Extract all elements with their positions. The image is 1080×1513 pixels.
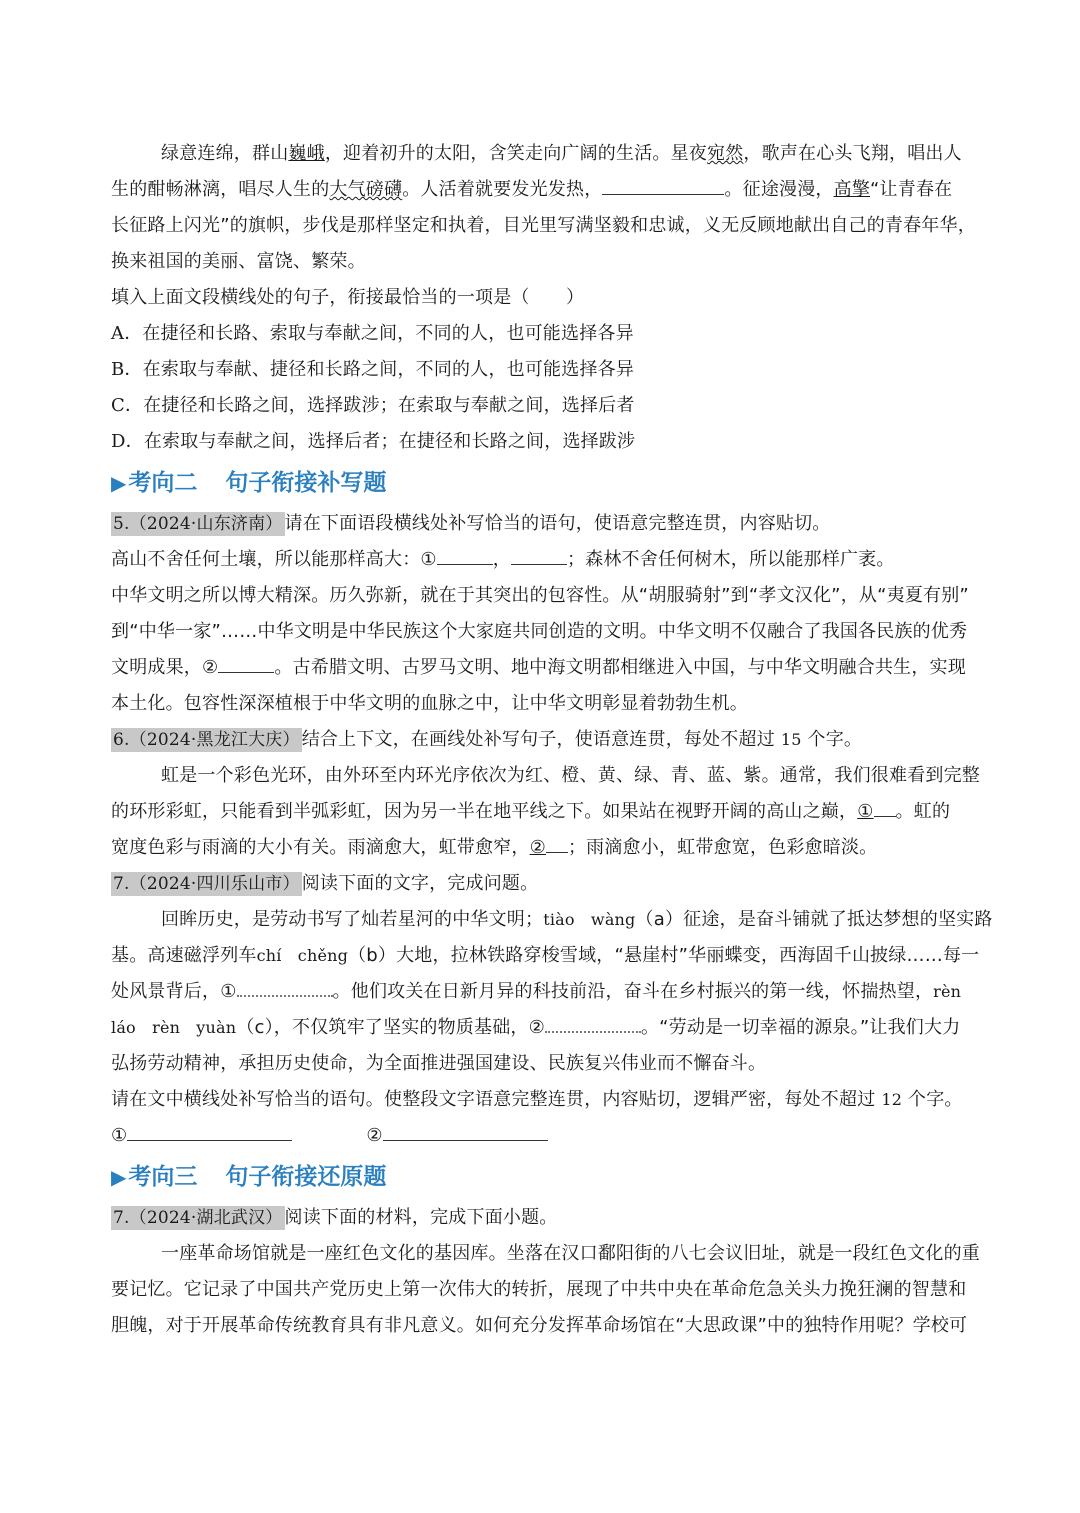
section-heading-3 [111, 1155, 971, 1199]
passage1-line3: 长征路上闪光”的旗帜，步伐是那样坚定和执着，目光里写满坚毅和忠诚，义无反顾地献出自己的青春年华， [111, 215, 976, 236]
source-tag [111, 1206, 285, 1230]
text: 宽度色彩与雨滴的大小有关。雨滴愈大，虹带愈窄， [111, 837, 530, 858]
q5-line5: 本土化。包容性深深植根于中华文明的血脉之中，让中华文明彰显着勃勃生机。 [111, 693, 748, 714]
text: 个字。 [902, 1089, 963, 1110]
triangle-arrow-icon: ▶ [111, 471, 127, 495]
question-prompt: 请在下面语段横线处补写恰当的语句，使语意完整连贯，内容贴切。 [284, 513, 831, 534]
text: ，迎着初升的太阳，含笑走向广阔的生活。星夜 [324, 143, 708, 164]
text: ，歌声在心头飞翔，唱出人 [743, 143, 962, 164]
underlined-word: 巍峨 [288, 143, 325, 164]
blank-marker[interactable]: ① [857, 801, 874, 822]
text: 基。高速磁浮列车 [111, 945, 257, 966]
passage1-line2 [111, 172, 971, 208]
q7b-line1: 一座革命场馆就是一座红色文化的基因库。坐落在汉口鄱阳街的八七会议旧址，就是一段红色文化的重 [161, 1243, 980, 1264]
text: 。古希腊文明、古罗马文明、地中海文明都相继进入中国，与中华文明融合共生，实现 [274, 657, 966, 678]
q7b-header [111, 1200, 971, 1236]
fill-blank[interactable] [218, 658, 274, 673]
section-number: 考向二 [128, 470, 198, 496]
question-prompt: 阅读下面的材料，完成下面小题。 [284, 1207, 558, 1228]
answer-marker: ② [366, 1125, 383, 1146]
option-text: 在捷径和长路之间，选择跋涉；在索取与奉献之间，选择后者 [143, 395, 635, 416]
source-tag [111, 728, 302, 752]
answer-marker: ① [111, 1125, 128, 1146]
pinyin: láo rèn yuàn [111, 1018, 237, 1037]
blank-marker[interactable]: ② [529, 837, 546, 858]
tag-number: 6.（2024· [113, 730, 197, 750]
passage1-line1 [111, 136, 971, 172]
char-limit: 12 [881, 1090, 903, 1109]
wavy-underlined-word: 大气磅礴 [329, 179, 403, 200]
answer-blank-2[interactable] [383, 1126, 548, 1141]
text: 文明成果，② [111, 657, 219, 678]
text: 。虹的 [895, 801, 951, 822]
option-letter: B． [111, 359, 143, 380]
q6-line2 [111, 794, 971, 830]
text: 个字。 [801, 729, 863, 750]
q5-line1 [111, 542, 971, 578]
q5-line3: 到“中华一家”……中华文明是中华民族这个大家庭共同创造的文明。中华文明不仅融合了我国各民族的优秀 [111, 621, 968, 642]
triangle-arrow-icon: ▶ [111, 1165, 127, 1189]
pinyin: chí chěng [256, 946, 349, 965]
option-letter: A． [111, 323, 143, 344]
question-stem: 填入上面文段横线处的句子，衔接最恰当的一项是（ ） [111, 287, 585, 308]
text: 。“劳动是一切幸福的源泉。”让我们大力 [640, 1017, 961, 1038]
passage1-line4: 换来祖国的美丽、富饶、繁荣。 [111, 251, 366, 272]
underlined-word: 高擎 [833, 179, 871, 200]
pinyin: rèn [933, 982, 962, 1001]
text: ；雨滴愈小，虹带愈宽，色彩愈暗淡。 [567, 837, 878, 858]
tag-place: 四川乐山市） [196, 874, 300, 894]
option-letter: C． [111, 395, 144, 416]
wavy-underlined-word: 宛然 [707, 143, 744, 164]
q6-line1: 虹是一个彩色光环，由外环至内环光序依次为红、橙、黄、绿、青、蓝、紫。通常，我们很难看到完整 [161, 765, 980, 786]
fill-blank[interactable] [874, 802, 896, 817]
text: 。征途漫漫， [724, 179, 834, 200]
text: “让青春在 [870, 179, 953, 200]
fill-blank[interactable] [546, 838, 568, 853]
source-tag [111, 512, 285, 536]
text: 回眸历史，是劳动书写了灿若星河的中华文明； [161, 909, 544, 930]
text: 绿意连绵，群山 [161, 143, 289, 164]
tag-place: 黑龙江大庆） [196, 730, 300, 750]
q7a-line1 [111, 902, 993, 938]
q7a-header [111, 866, 971, 902]
section-title: 句子衔接还原题 [225, 1164, 387, 1190]
q7b-line3: 胆魄，对于开展革命传统教育具有非凡意义。如何充分发挥革命场馆在“大思政课”中的独特作用呢？学校可 [111, 1315, 968, 1336]
text: ， [492, 549, 511, 570]
option-d[interactable] [111, 424, 971, 460]
q6-line3 [111, 830, 971, 866]
q7a-answer-lines [111, 1118, 971, 1154]
question-prompt: 结合上下文，在画线处补写句子，使语意连贯，每处不超过 [301, 729, 781, 750]
q7a-line3 [111, 974, 971, 1010]
option-letter: D． [111, 431, 144, 452]
text: 。他们攻关在日新月异的科技前沿，奋斗在乡村振兴的第一线，怀揣热望， [332, 981, 934, 1002]
text: （c），不仅筑牢了坚实的物质基础，② [236, 1017, 545, 1038]
q5-line4 [111, 650, 971, 686]
text: 。人活着就要发光发热， [402, 179, 603, 200]
answer-blank-1[interactable] [127, 1126, 292, 1141]
tag-place: 山东济南） [196, 514, 283, 534]
fill-blank[interactable] [437, 550, 493, 565]
option-text: 在捷径和长路、索取与奉献之间，不同的人，也可能选择各异 [142, 323, 634, 344]
option-b[interactable] [111, 352, 971, 388]
q5-line2: 中华文明之所以博大精深。历久弥新，就在于其突出的包容性。从“胡服骑射”到“孝文汉化”，从“夷夏有别” [111, 585, 969, 606]
q7b-line2: 要记忆。它记录了中国共产党历史上第一次伟大的转折，展现了中共中央在革命危急关头力挽狂澜的智慧和 [111, 1279, 967, 1300]
text: 请在文中横线处补写恰当的语句。使整段文字语意完整连贯，内容贴切，逻辑严密，每处不超过 [111, 1089, 882, 1110]
text: 生的酣畅淋漓，唱尽人生的 [111, 179, 330, 200]
document-page [111, 136, 993, 1344]
option-text: 在索取与奉献之间，选择后者；在捷径和长路之间，选择跋涉 [143, 431, 636, 452]
tag-number: 7.（2024· [113, 874, 197, 894]
fill-blank[interactable] [511, 550, 567, 565]
section-heading-2 [111, 461, 971, 505]
q7a-line2 [111, 938, 980, 974]
source-tag [111, 872, 302, 896]
option-a[interactable] [111, 316, 971, 352]
q6-header [111, 722, 971, 758]
section-number: 考向三 [128, 1164, 198, 1190]
fill-blank[interactable] [602, 180, 724, 195]
section-title: 句子衔接补写题 [225, 470, 387, 496]
option-text: 在索取与奉献、捷径和长路之间，不同的人，也可能选择各异 [142, 359, 635, 380]
text: （a）征途，是奋斗铺就了抵达梦想的坚实路 [635, 909, 993, 930]
text: 的环形彩虹，只能看到半弧彩虹，因为另一半在地平线之下。如果站在视野开阔的高山之巅， [111, 801, 858, 822]
pinyin: tiào wàng [543, 910, 636, 929]
tag-number: 7.（2024· [113, 1208, 197, 1228]
char-limit: 15 [780, 730, 802, 749]
q7a-line5: 弘扬劳动精神，承担历史使命，为全面推进强国建设、民族复兴伟业而不懈奋斗。 [111, 1053, 767, 1074]
tag-number: 5.（2024· [113, 514, 197, 534]
fill-blank[interactable] [237, 981, 333, 997]
text: （b）大地，拉林铁路穿梭雪域，“悬崖村”华丽蝶变，西海固千山披绿……每一 [348, 945, 980, 966]
text: 高山不舍任何土壤，所以能那样高大：① [111, 549, 437, 570]
fill-blank[interactable] [545, 1017, 641, 1033]
option-c[interactable] [111, 388, 971, 424]
q7a-line4 [111, 1010, 971, 1046]
tag-place: 湖北武汉） [196, 1208, 283, 1228]
q7a-instruction [111, 1082, 971, 1118]
q5-header [111, 506, 971, 542]
question-prompt: 阅读下面的文字，完成问题。 [301, 873, 539, 894]
text: ；森林不舍任何树木，所以能那样广袤。 [566, 549, 895, 570]
text: 处风景背后，① [111, 981, 237, 1002]
